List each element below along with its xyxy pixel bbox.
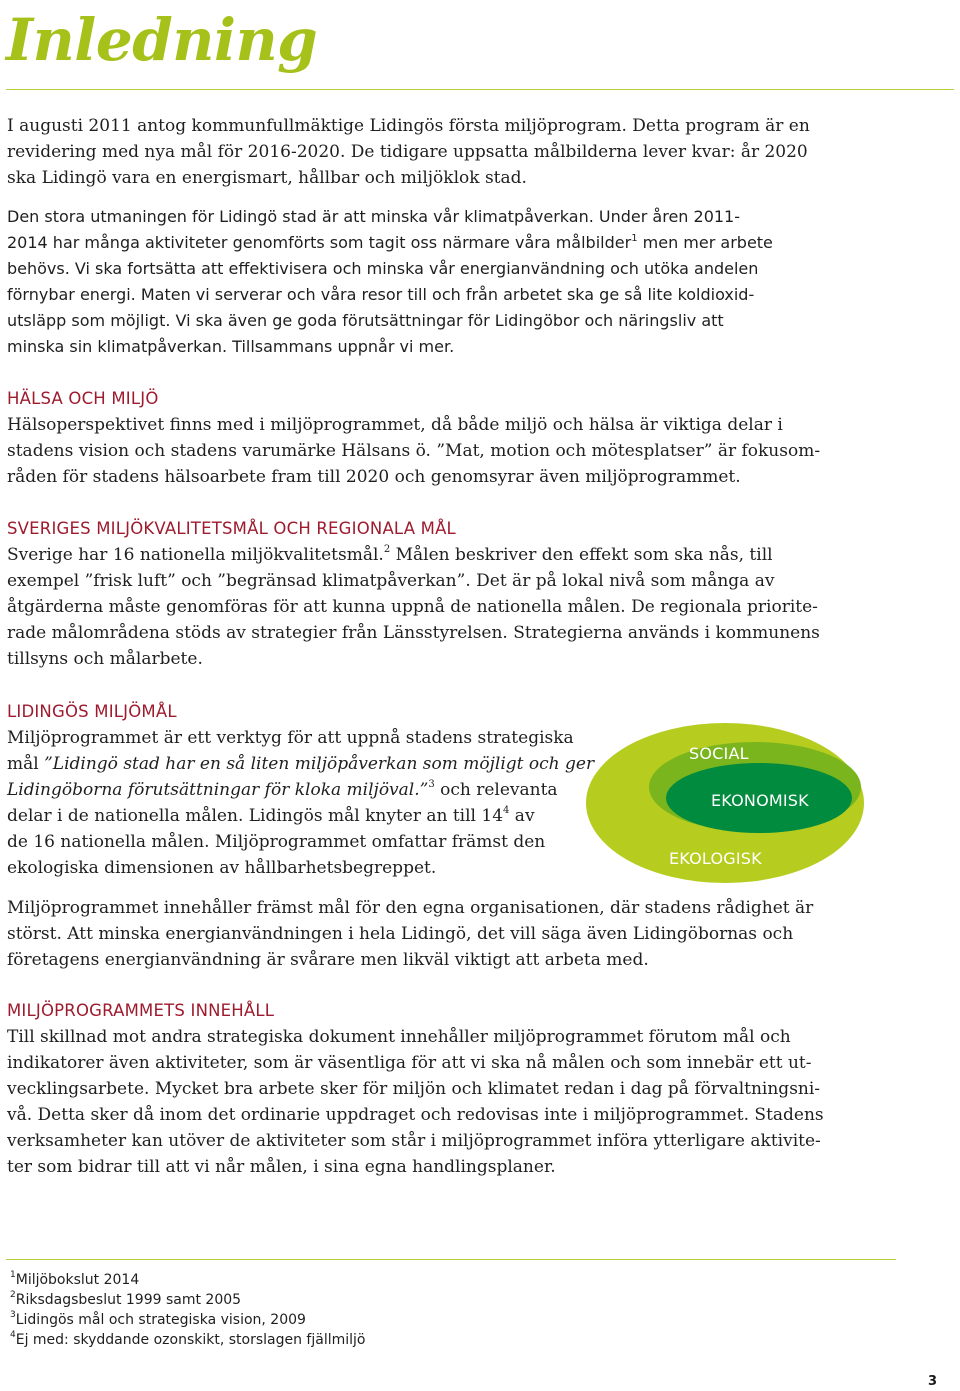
text-line: Hälsoperspektivet finns med i miljöprogrammet, då både miljö och hälsa är viktiga delar i [7, 415, 783, 435]
section-heading-halsa: HÄLSA OCH MILJÖ [7, 389, 159, 408]
halsa-paragraph [7, 412, 820, 490]
text-line: vå. Detta sker då inom det ordinarie uppdraget och redovisas inte i miljöprogrammet. Stadens [7, 1105, 824, 1125]
ekologisk-label: EKOLOGISK [669, 849, 762, 868]
footnote-text: Riksdagsbeslut 1999 samt 2005 [15, 1292, 242, 1308]
text-line [7, 777, 594, 803]
text-fragment: men mer arbete [637, 233, 773, 252]
footnote [10, 1290, 365, 1310]
text-fragment: av [509, 806, 535, 826]
text-line: vecklingsarbete. Mycket bra arbete sker för miljön och klimatet redan i dag på förvaltningsni- [7, 1079, 821, 1099]
quoted-goal: Lidingöborna förutsättningar för kloka miljöval.” [7, 780, 429, 800]
text-line [7, 803, 594, 829]
footnote-ref-2: 2 [383, 544, 391, 556]
text-line: verksamheter kan utöver de aktiviteter som står i miljöprogrammet införa ytterligare aktivite- [7, 1131, 821, 1151]
text-line: de 16 nationella målen. Miljöprogrammet omfattar främst den [7, 832, 546, 852]
text-fragment: Sverige har 16 nationella miljökvalitetsmål. [7, 545, 384, 565]
page-number: 3 [928, 1374, 938, 1389]
text-line: utsläpp som möjligt. Vi ska även ge goda förutsättningar för Lidingöbor och näringsliv att [7, 311, 724, 330]
text-fragment: mål [7, 754, 45, 774]
text-line: åtgärderna måste genomföras för att kunna uppnå de nationella målen. De regionala priorite- [7, 597, 818, 617]
innehall-paragraph [7, 1024, 824, 1180]
footnote-text: Ej med: skyddande ozonskikt, storslagen fjällmiljö [15, 1332, 366, 1348]
lidingos-paragraph [7, 725, 594, 881]
text-line: Miljöprogrammet är ett verktyg för att uppnå stadens strategiska [7, 728, 574, 748]
text-line: stadens vision och stadens varumärke Hälsans ö. ”Mat, motion och mötesplatser” är fokusom- [7, 441, 821, 461]
text-line: ekologiska dimensionen av hållbarhetsbegreppet. [7, 858, 437, 878]
sveriges-paragraph [7, 542, 820, 672]
intro-paragraph-1 [7, 113, 810, 191]
footnotes [10, 1270, 365, 1350]
text-line: rade målområdena stöds av strategier från Länsstyrelsen. Strategierna används i kommunens [7, 623, 820, 643]
text-line [7, 542, 820, 568]
text-line: behövs. Vi ska fortsätta att effektivisera och minska vår energianvändning och utöka andelen [7, 259, 759, 278]
text-line: I augusti 2011 antog kommunfullmäktige Lidingös första miljöprogram. Detta program är en [7, 116, 810, 136]
intro-paragraph-2 [7, 204, 773, 360]
footnote-text: Lidingös mål och strategiska vision, 2009 [15, 1312, 306, 1328]
text-line: minska sin klimatpåverkan. Tillsammans uppnår vi mer. [7, 337, 455, 356]
text-line: ska Lidingö vara en energismart, hållbar och miljöklok stad. [7, 168, 527, 188]
footnote-number: 3 [10, 1310, 16, 1321]
footnote-number: 1 [10, 1270, 16, 1281]
lidingos-after-paragraph [7, 895, 813, 973]
text-line: revidering med nya mål för 2016-2020. De tidigare uppsatta målbilderna lever kvar: år 2020 [7, 142, 808, 162]
footnote [10, 1270, 365, 1290]
text-line: råden för stadens hälsoarbete fram till 2020 och genomsyrar även miljöprogrammet. [7, 467, 741, 487]
text-line [7, 751, 594, 777]
text-line: exempel ”frisk luft” och ”begränsad klimatpåverkan”. Det är på lokal nivå som många av [7, 571, 775, 591]
section-heading-lidingos: LIDINGÖS MILJÖMÅL [7, 702, 177, 721]
text-line: företagens energianvändning är svårare men likväl viktigt att arbeta med. [7, 950, 649, 970]
footnote [10, 1310, 365, 1330]
sustainability-diagram [585, 722, 955, 884]
text-line: indikatorer även aktiviteter, som är väsentliga för att vi ska nå målen och som innebär ett ut- [7, 1053, 812, 1073]
social-label: SOCIAL [689, 744, 749, 763]
text-line: ter som bidrar till att vi når målen, i sina egna handlingsplaner. [7, 1157, 556, 1177]
footnote-number: 2 [10, 1290, 16, 1301]
title-divider [6, 89, 954, 90]
text-line: störst. Att minska energianvändningen i hela Lidingö, det vill säga även Lidingöbornas och [7, 924, 794, 944]
section-heading-sveriges: SVERIGES MILJÖKVALITETSMÅL OCH REGIONALA MÅL [7, 519, 456, 538]
text-line [7, 230, 773, 256]
footnote-ref-1: 1 [631, 232, 638, 244]
footnote-number: 4 [10, 1330, 16, 1341]
footnote-ref-4: 4 [503, 805, 510, 817]
page-title: Inledning [6, 6, 318, 74]
text-fragment: delar i de nationella målen. Lidingös mål knyter an till 14 [7, 806, 504, 826]
text-line: Till skillnad mot andra strategiska dokument innehåller miljöprogrammet förutom mål och [7, 1027, 791, 1047]
text-line: Miljöprogrammet innehåller främst mål för den egna organisationen, där stadens rådighet är [7, 898, 814, 918]
footnote-ref-3: 3 [428, 779, 435, 791]
text-line: förnybar energi. Maten vi serverar och våra resor till och från arbetet ska ge så lite koldioxid- [7, 285, 755, 304]
footnote-divider [6, 1259, 896, 1260]
text-fragment: 2014 har många aktiviteter genomförts som tagit oss närmare våra målbilder [7, 233, 632, 252]
text-fragment: och relevanta [434, 780, 558, 800]
text-line: tillsyns och målarbete. [7, 649, 203, 669]
text-line: Den stora utmaningen för Lidingö stad är att minska vår klimatpåverkan. Under åren 2011- [7, 207, 740, 226]
footnote-text: Miljöbokslut 2014 [15, 1272, 140, 1288]
footnote [10, 1330, 365, 1350]
section-heading-innehall: MILJÖPROGRAMMETS INNEHÅLL [7, 1001, 275, 1020]
ekonomisk-label: EKONOMISK [711, 791, 809, 810]
text-fragment: Målen beskriver den effekt som ska nås, till [390, 545, 773, 565]
quoted-goal: ”Lidingö stad har en så liten miljöpåverkan som möjligt och ger [44, 754, 595, 774]
